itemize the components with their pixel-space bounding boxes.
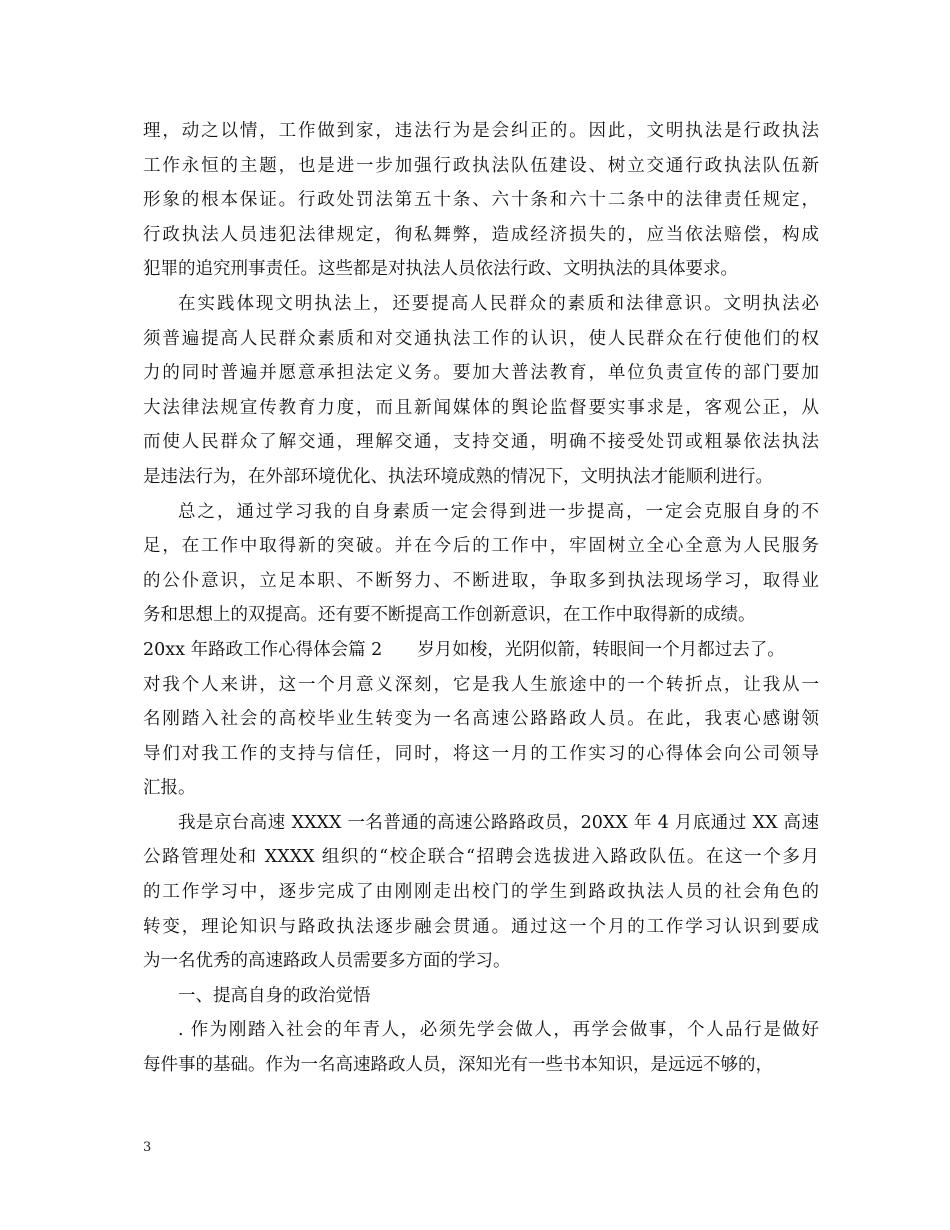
text-line: 的公仆意识，立足本职、不断努力、不断进取，争取多到执法现场学习，取得业	[143, 570, 819, 591]
text-line: 力的同时普遍并愿意承担法定义务。要加大普法教育，单位负责宣传的部门要加	[143, 363, 819, 384]
text-line: 20xx 年路政工作心得体会篇 2 岁月如梭，光阴似箭，转眼间一个月都过去了。	[143, 639, 785, 660]
text-line: 汇报。	[143, 778, 196, 799]
text-line: 我是京台高速 XXXX 一名普通的高速公路路政员，20XX 年 4 月底通过 XX 高速	[178, 812, 819, 833]
text-line: 务和思想上的双提高。还有要不断提高工作创新意识，在工作中取得新的成绩。	[143, 605, 756, 626]
text-line: 是违法行为，在外部环境优化、执法环境成熟的情况下，文明执法才能顺利进行。	[143, 466, 773, 487]
text-line: 而使人民群众了解交通，理解交通，支持交通，明确不接受处罚或粗暴依法执法	[143, 432, 819, 453]
text-line: 总之，通过学习我的自身素质一定会得到进一步提高，一定会克服自身的不	[178, 501, 819, 522]
text-line: 在实践体现文明执法上，还要提高人民群众的素质和法律意识。文明执法必	[178, 293, 819, 314]
text-line: 转变，理论知识与路政执法逐步融会贯通。通过这一个月的工作学习认识到要成	[143, 916, 819, 937]
page-number: 3	[143, 1140, 152, 1155]
text-line: 名刚踏入社会的高校毕业生转变为一名高速公路路政人员。在此，我衷心感谢领	[143, 709, 819, 730]
text-line: 每件事的基础。作为一名高速路政人员，深知光有一些书本知识，是远远不够的，	[143, 1055, 773, 1076]
text-line: 犯罪的追究刑事责任。这些都是对执法人员依法行政、文明执法的具体要求。	[143, 259, 738, 280]
text-line: 须普遍提高人民群众素质和对交通执法工作的认识，使人民群众在行使他们的权	[143, 328, 819, 349]
text-line: 工作永恒的主题，也是进一步加强行政执法队伍建设、树立交通行政执法队伍新	[143, 155, 819, 176]
text-line: 形象的根本保证。行政处罚法第五十条、六十条和六十二条中的法律责任规定，	[143, 190, 819, 211]
text-line: 大法律法规宣传教育力度，而且新闻媒体的舆论监督要实事求是，客观公正，从	[143, 397, 819, 418]
text-line: 一、提高自身的政治觉悟	[178, 985, 371, 1006]
text-line: . 作为刚踏入社会的年青人，必须先学会做人，再学会做事，个人品行是做好	[178, 1020, 819, 1041]
text-line: 的工作学习中，逐步完成了由刚刚走出校门的学生到路政执法人员的社会角色的	[143, 882, 819, 903]
text-line: 公路管理处和 XXXX 组织的“校企联合“招聘会选拔进入路政队伍。在这一个多月	[143, 847, 819, 868]
text-line: 足，在工作中取得新的突破。并在今后的工作中，牢固树立全心全意为人民服务	[143, 536, 819, 557]
text-line: 行政执法人员违犯法律规定，徇私舞弊，造成经济损失的，应当依法赔偿，构成	[143, 224, 819, 245]
text-line: 对我个人来讲，这一个月意义深刻，它是我人生旅途中的一个转折点，让我从一	[143, 674, 819, 695]
text-line: 理，动之以情，工作做到家，违法行为是会纠正的。因此，文明执法是行政执法	[143, 121, 819, 141]
text-line: 为一名优秀的高速路政人员需要多方面的学习。	[143, 951, 511, 972]
document-body	[143, 114, 819, 1083]
text-line: 导们对我工作的支持与信任，同时，将这一月的工作实习的心得体会向公司领导	[143, 743, 819, 764]
